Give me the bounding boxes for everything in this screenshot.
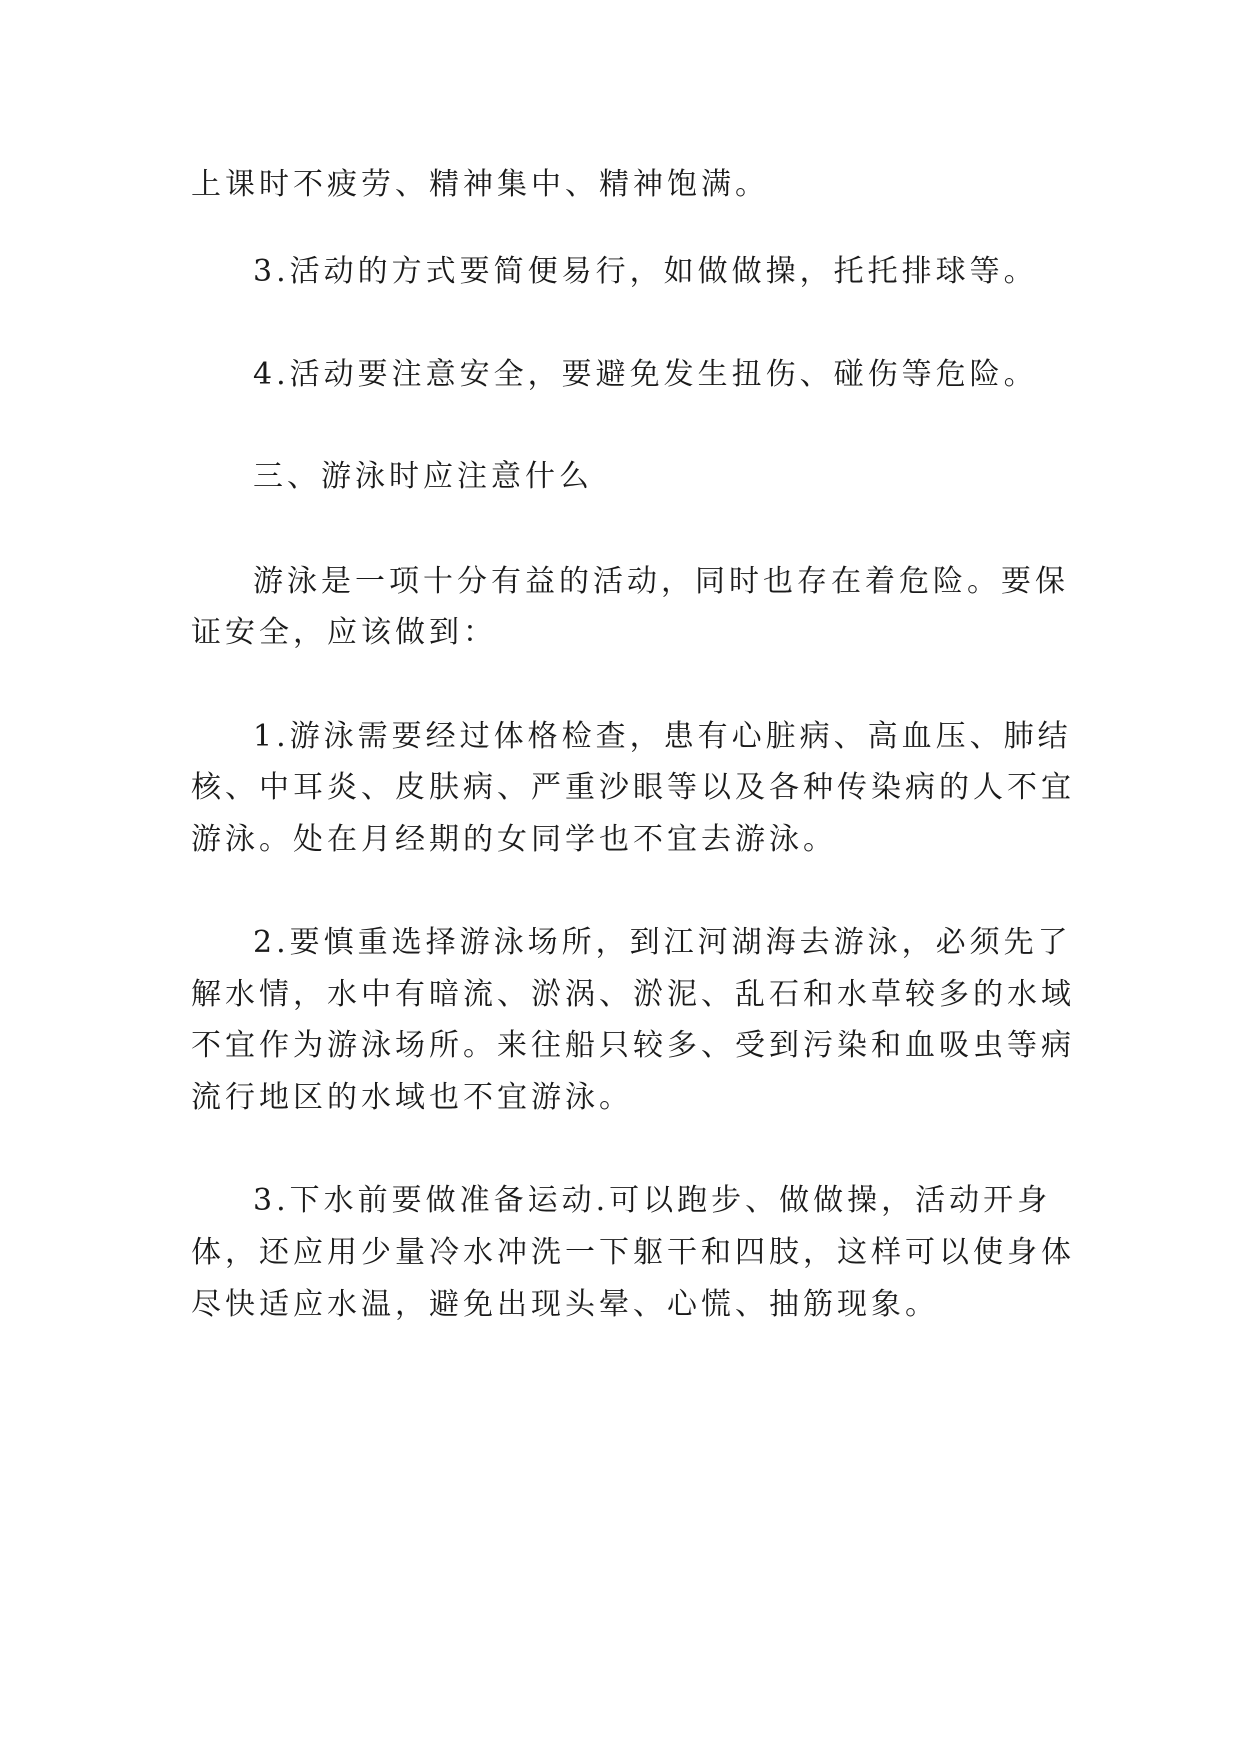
paragraph-line: 流行地区的水域也不宜游泳。 bbox=[191, 1080, 633, 1115]
paragraph-line: 游泳是一项十分有益的活动，同时也存在着危险。要保 bbox=[253, 564, 1069, 599]
paragraph-line: 上课时不疲劳、精神集中、精神饱满。 bbox=[191, 167, 769, 202]
paragraph-line: 核、中耳炎、皮肤病、严重沙眼等以及各种传染病的人不宜 bbox=[191, 770, 1075, 805]
paragraph-line: 3.活动的方式要简便易行，如做做操，托托排球等。 bbox=[253, 254, 1038, 289]
paragraph-line: 游泳。处在月经期的女同学也不宜去游泳。 bbox=[191, 822, 837, 857]
paragraph-line: 1.游泳需要经过体格检查，患有心脏病、高血压、肺结 bbox=[253, 719, 1072, 754]
paragraph-line: 2.要慎重选择游泳场所，到江河湖海去游泳，必须先了 bbox=[253, 925, 1072, 960]
paragraph-line: 3.下水前要做准备运动.可以跑步、做做操，活动开身 bbox=[253, 1183, 1052, 1218]
paragraph-line: 4.活动要注意安全，要避免发生扭伤、碰伤等危险。 bbox=[253, 357, 1038, 392]
paragraph-line: 体，还应用少量冷水冲洗一下躯干和四肢，这样可以使身体 bbox=[191, 1235, 1075, 1270]
paragraph-line: 解水情，水中有暗流、淤涡、淤泥、乱石和水草较多的水域 bbox=[191, 977, 1075, 1012]
paragraph-line: 尽快适应水温，避免出现头晕、心慌、抽筋现象。 bbox=[191, 1287, 939, 1322]
paragraph-line: 不宜作为游泳场所。来往船只较多、受到污染和血吸虫等病 bbox=[191, 1028, 1075, 1063]
section-heading: 三、游泳时应注意什么 bbox=[253, 459, 593, 494]
paragraph-line: 证安全，应该做到： bbox=[191, 615, 497, 650]
